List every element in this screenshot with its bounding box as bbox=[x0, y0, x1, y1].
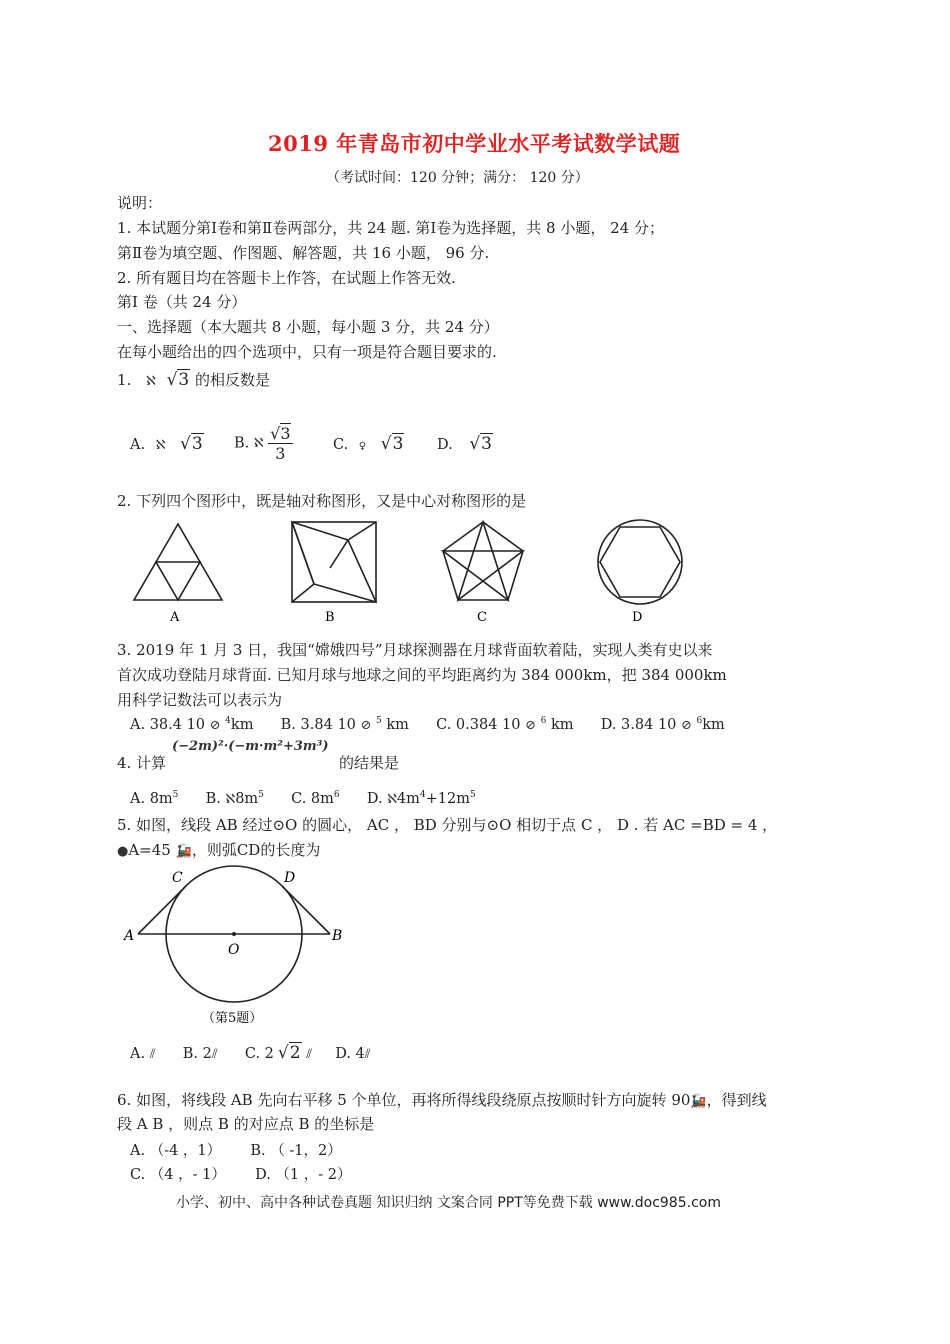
minus-glyph-icon: ℵ bbox=[225, 791, 236, 807]
question-6-line-2: 段 A B ，则点 B 的对应点 B 的坐标是 bbox=[117, 1115, 375, 1133]
question-2: 2. 下列四个图形中，既是轴对称图形，又是中心对称图形的是 bbox=[117, 492, 527, 510]
question-1-number: 1. bbox=[117, 371, 132, 389]
minus-glyph-icon: ℵ bbox=[146, 374, 156, 389]
figure-caption: （第5题） bbox=[202, 1011, 263, 1026]
page-footer: 小学、初中、高中各种试卷真题 知识归纳 文案合同 PPT等免费下载 www.doc985.com bbox=[176, 1195, 721, 1211]
label-o: O bbox=[228, 942, 240, 958]
q6-option-a: A. （-4 ，1） bbox=[130, 1143, 222, 1159]
label-d: D bbox=[284, 870, 296, 886]
question-6-line-1: 6. 如图，将线段 AB 先向右平移 5 个单位，再将所得线段绕原点按顺时针方向旋转 90🚂，得到线 bbox=[117, 1091, 767, 1109]
sqrt-expression: √3 bbox=[166, 370, 190, 390]
q3-option-d: D. 3.84 10 ⊘ $^6$km bbox=[600, 716, 725, 733]
plus-minus-glyph-icon: ♀ bbox=[358, 441, 367, 452]
instructions-line-2: 第Ⅱ卷为填空题、作图题、解答题，共 16 小题， 96 分. bbox=[117, 244, 490, 262]
label-b: B bbox=[332, 928, 343, 944]
question-5-line-2: ●A=45 🚂，则弧CD的长度为 bbox=[117, 841, 321, 859]
degree-glyph-icon: 🚂 bbox=[175, 844, 192, 859]
q6-option-c: C. （4 ，- 1） bbox=[130, 1167, 226, 1183]
q1-option-c: C. ♀ √3 bbox=[333, 434, 404, 454]
times-glyph-icon: ⊘ bbox=[360, 717, 372, 733]
q3-option-c: C. 0.384 10 ⊘ $^6$ km bbox=[436, 716, 574, 733]
q6-options-row-2 bbox=[130, 1163, 352, 1184]
q4-option-b: B. $ℵ8m^5$ bbox=[205, 790, 264, 807]
figure-b-label: B bbox=[325, 610, 335, 625]
figure-a-triangle bbox=[134, 524, 222, 600]
q3-options bbox=[130, 716, 725, 733]
question-1 bbox=[117, 369, 270, 392]
question-1-text: 的相反数是 bbox=[195, 371, 271, 389]
question-3-line-3: 用科学记数法可以表示为 bbox=[117, 691, 283, 709]
label-c: C bbox=[172, 870, 183, 886]
q1-option-d: D. √3 bbox=[437, 434, 492, 454]
q1-option-b: B. ℵ $\frac{√3}{3}$ bbox=[234, 424, 291, 463]
fraction: $\frac{√3}{3}$ bbox=[270, 424, 291, 463]
q5-option-d: D. 4⫽ bbox=[335, 1046, 371, 1062]
figure-b-square bbox=[292, 522, 376, 602]
figure-a-label: A bbox=[170, 610, 180, 625]
pi-glyph-icon: ⫽ bbox=[149, 1047, 156, 1062]
q5-option-b: B. 2⫽ bbox=[182, 1046, 218, 1062]
figure-d-circle-hexagon bbox=[598, 520, 682, 604]
q5-options bbox=[130, 1042, 371, 1063]
q4-option-c: C. $8m^6$ bbox=[291, 790, 340, 807]
q2-figures bbox=[120, 518, 700, 628]
times-glyph-icon: ⊘ bbox=[681, 717, 692, 733]
pi-glyph-icon: ⫽ bbox=[211, 1047, 218, 1062]
question-4-expression: (−2m)²·(−m·m²+3m³) bbox=[172, 739, 329, 754]
q4-option-d: D. $ℵ4m^4+12m^5$ bbox=[366, 790, 476, 807]
center-point bbox=[232, 932, 236, 936]
section-one-heading: 一、选择题（本大题共 8 小题，每小题 3 分，共 24 分） bbox=[117, 318, 499, 336]
minus-glyph-icon: ℵ bbox=[253, 436, 264, 451]
question-3-line-2: 首次成功登陆月球背面. 已知月球与地球之间的平均距离约为 384 000km，把 384 000km bbox=[117, 666, 727, 684]
figure-c-label: C bbox=[477, 610, 487, 625]
q5-option-c: C. 2 √2 ⫽ bbox=[244, 1043, 312, 1063]
minus-glyph-icon: ℵ bbox=[155, 438, 166, 453]
section-one-note: 在每小题给出的四个选项中，只有一项是符合题目要求的. bbox=[117, 343, 497, 361]
question-4-prefix: 4. 计算 bbox=[117, 754, 167, 772]
question-3-line-1: 3. 2019 年 1 月 3 日，我国“嫦娥四号”月球探测器在月球背面软着陆，实现人类有史以来 bbox=[117, 641, 713, 659]
q3-option-b: B. 3.84 10 ⊘ $^5$ km bbox=[280, 716, 409, 733]
q4-option-a: A. $8m^5$ bbox=[130, 790, 179, 807]
minus-glyph-icon: ℵ bbox=[387, 791, 397, 807]
q4-options bbox=[130, 790, 476, 807]
page-title: 2019 年青岛市初中学业水平考试数学试题 bbox=[268, 131, 681, 156]
q5-figure bbox=[120, 862, 360, 1030]
exam-subtitle: （考试时间：120 分钟；满分： 120 分） bbox=[326, 170, 589, 186]
figure-c-pentagon-star bbox=[443, 522, 523, 600]
q1-option-a: A. ℵ √3 bbox=[130, 434, 203, 454]
times-glyph-icon: ⊘ bbox=[209, 717, 221, 733]
q3-option-a: A. 38.4 10 ⊘ $^4$km bbox=[130, 716, 254, 733]
part-one-heading: 第Ⅰ 卷（共 24 分） bbox=[117, 293, 247, 311]
angle-glyph-icon: ● bbox=[117, 844, 129, 859]
label-a: A bbox=[124, 928, 135, 944]
q6-options-row-1 bbox=[130, 1139, 342, 1160]
degree-glyph-icon: 🚂 bbox=[690, 1094, 707, 1109]
figure-d-label: D bbox=[632, 610, 643, 625]
q6-option-b: B. （ -1，2） bbox=[250, 1143, 342, 1159]
times-glyph-icon: ⊘ bbox=[525, 717, 537, 733]
instructions-line-3: 2. 所有题目均在答题卡上作答，在试题上作答无效. bbox=[117, 269, 456, 287]
instructions-line-1: 1. 本试题分第Ⅰ卷和第Ⅱ卷两部分，共 24 题. 第Ⅰ卷为选择题，共 8 小题， 24 分； bbox=[117, 219, 664, 237]
instructions-heading: 说明： bbox=[117, 194, 163, 212]
question-4-suffix: 的结果是 bbox=[339, 754, 400, 772]
q5-option-a: A. ⫽ bbox=[130, 1046, 156, 1062]
question-5-line-1: 5. 如图，线段 AB 经过⊙O 的圆心， AC ， BD 分别与⊙O 相切于点 C ， D . 若 AC =BD = 4 ， bbox=[117, 816, 778, 834]
pi-glyph-icon: ⫽ bbox=[364, 1047, 371, 1062]
pi-glyph-icon: ⫽ bbox=[306, 1047, 312, 1062]
q6-option-d: D. （1 ，- 2） bbox=[255, 1167, 352, 1183]
